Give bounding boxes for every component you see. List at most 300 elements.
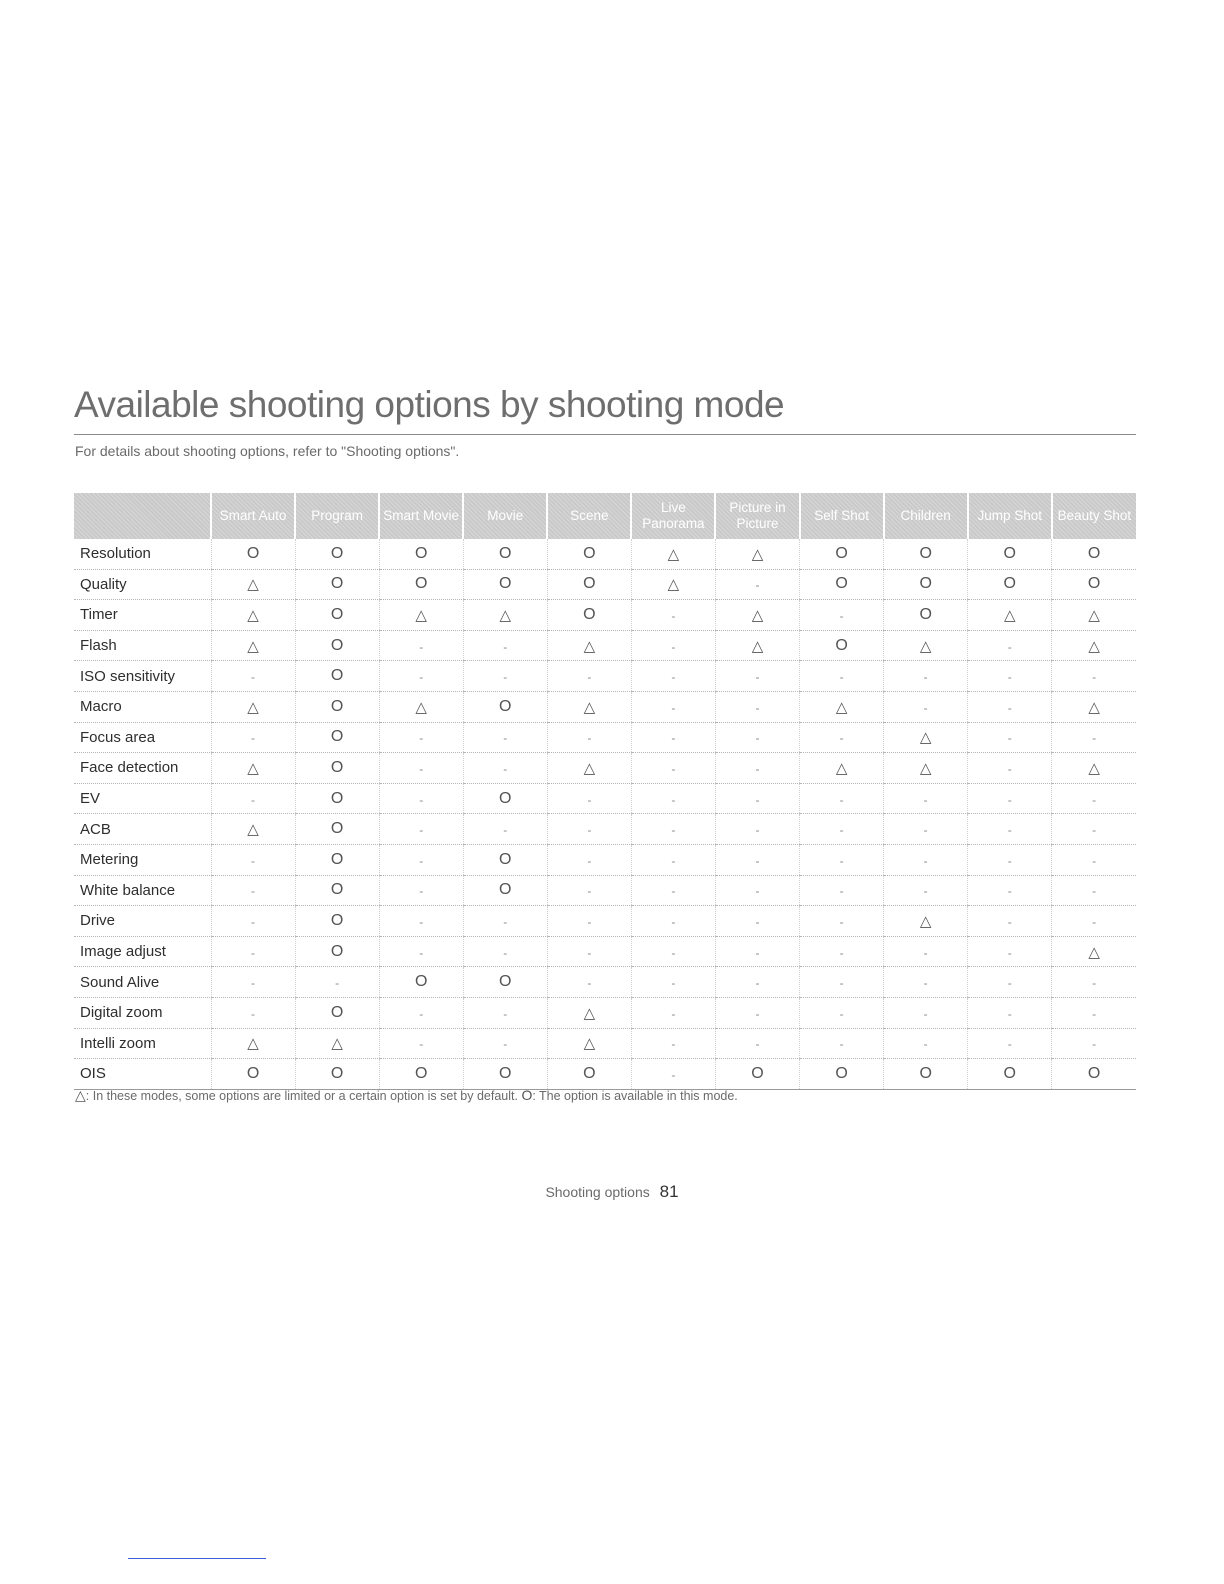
table-row: [74, 997, 1136, 1028]
limited-mark: △: [919, 759, 932, 777]
unavailable-mark: -: [1092, 792, 1097, 807]
table-cell: [715, 539, 799, 569]
unavailable-mark: -: [755, 761, 760, 776]
table-cell: [800, 661, 884, 692]
table-cell: [968, 783, 1052, 814]
table-cell: [295, 814, 379, 845]
table-cell: [211, 936, 295, 967]
unavailable-mark: -: [419, 914, 424, 929]
available-mark: O: [1087, 544, 1101, 562]
unavailable-mark: -: [419, 945, 424, 960]
table-cell: [463, 722, 547, 753]
table-cell: [547, 967, 631, 998]
table-cell: [211, 539, 295, 569]
table-row: [74, 600, 1136, 631]
table-cell: [547, 539, 631, 569]
limited-mark: △: [247, 606, 259, 624]
unavailable-mark: -: [251, 976, 256, 991]
table-cell: [547, 844, 631, 875]
table-cell: [295, 997, 379, 1028]
row-label: Flash: [74, 630, 211, 661]
table-cell: [379, 814, 463, 845]
unavailable-mark: -: [1007, 731, 1012, 746]
unavailable-mark: -: [755, 853, 760, 868]
table-cell: [631, 967, 715, 998]
limited-mark: △: [751, 545, 764, 563]
limited-mark: △: [583, 637, 596, 655]
table-cell: [884, 936, 968, 967]
table-cell: [631, 997, 715, 1028]
table-cell: [631, 753, 715, 784]
available-mark: O: [330, 605, 344, 623]
table-cell: [715, 630, 799, 661]
limited-mark: △: [247, 576, 259, 594]
unavailable-mark: -: [503, 914, 508, 929]
unavailable-mark: -: [419, 639, 424, 654]
unavailable-mark: -: [1092, 823, 1097, 838]
table-cell: [379, 661, 463, 692]
table-cell: [715, 661, 799, 692]
row-label: Resolution: [74, 539, 211, 569]
column-header: Program: [295, 493, 379, 539]
table-cell: [547, 783, 631, 814]
unavailable-mark: -: [251, 853, 256, 868]
table-cell: [379, 539, 463, 569]
unavailable-mark: -: [1092, 670, 1097, 685]
table-cell: [547, 600, 631, 631]
unavailable-mark: -: [671, 1067, 676, 1082]
circle-symbol: O: [521, 1087, 533, 1103]
table-cell: [631, 783, 715, 814]
table-cell: [715, 722, 799, 753]
table-cell: [968, 691, 1052, 722]
legend-note: [75, 1087, 738, 1104]
table-cell: [800, 936, 884, 967]
table-cell: [211, 661, 295, 692]
unavailable-mark: -: [587, 976, 592, 991]
table-cell: [715, 600, 799, 631]
table-cell: [211, 753, 295, 784]
table-cell: [547, 569, 631, 600]
table-row: [74, 814, 1136, 845]
table-cell: [463, 569, 547, 600]
unavailable-mark: -: [755, 1037, 760, 1052]
table-cell: [968, 875, 1052, 906]
limited-mark: △: [919, 729, 932, 747]
unavailable-mark: -: [839, 976, 844, 991]
table-cell: [884, 753, 968, 784]
available-mark: O: [583, 544, 596, 562]
table-cell: [800, 844, 884, 875]
limited-mark: △: [667, 576, 680, 594]
table-cell: [715, 753, 799, 784]
unavailable-mark: -: [671, 761, 676, 776]
available-mark: O: [330, 911, 344, 929]
table-cell: [1052, 1059, 1136, 1090]
table-cell: [884, 1059, 968, 1090]
available-mark: O: [919, 575, 932, 593]
unavailable-mark: -: [923, 700, 928, 715]
unavailable-mark: -: [671, 853, 676, 868]
unavailable-mark: -: [923, 884, 928, 899]
table-cell: [968, 661, 1052, 692]
limited-mark: △: [499, 606, 512, 624]
available-mark: O: [499, 881, 512, 899]
table-cell: [379, 783, 463, 814]
unavailable-mark: -: [755, 1006, 760, 1021]
table-cell: [715, 844, 799, 875]
limited-mark: △: [919, 637, 932, 655]
table-cell: [884, 814, 968, 845]
available-mark: O: [835, 636, 848, 654]
table-cell: [715, 783, 799, 814]
table-row: [74, 844, 1136, 875]
unavailable-mark: -: [1092, 914, 1097, 929]
table-cell: [968, 844, 1052, 875]
table-cell: [800, 1028, 884, 1059]
available-mark: O: [246, 1064, 260, 1082]
table-cell: [715, 997, 799, 1028]
unavailable-mark: -: [419, 670, 424, 685]
available-mark: O: [246, 544, 260, 562]
available-mark: O: [330, 636, 344, 654]
table-cell: [1052, 783, 1136, 814]
unavailable-mark: -: [587, 884, 592, 899]
title-divider: [74, 434, 1136, 435]
unavailable-mark: -: [503, 945, 508, 960]
table-cell: [295, 569, 379, 600]
unavailable-mark: -: [671, 976, 676, 991]
unavailable-mark: -: [1092, 884, 1097, 899]
unavailable-mark: -: [503, 731, 508, 746]
unavailable-mark: -: [671, 945, 676, 960]
table-cell: [884, 569, 968, 600]
table-cell: [1052, 906, 1136, 937]
unavailable-mark: -: [923, 670, 928, 685]
row-label: Focus area: [74, 722, 211, 753]
limited-mark: △: [835, 698, 848, 716]
unavailable-mark: -: [251, 1006, 256, 1021]
available-mark: O: [583, 575, 596, 593]
unavailable-mark: -: [1007, 639, 1012, 654]
table-cell: [1052, 967, 1136, 998]
table-cell: [1052, 875, 1136, 906]
table-row: [74, 936, 1136, 967]
unavailable-mark: -: [503, 1006, 508, 1021]
table-row: [74, 1059, 1136, 1090]
unavailable-mark: -: [923, 945, 928, 960]
unavailable-mark: -: [1092, 853, 1097, 868]
available-mark: O: [330, 850, 344, 868]
table-cell: [884, 722, 968, 753]
table-cell: [884, 691, 968, 722]
unavailable-mark: -: [251, 945, 256, 960]
table-cell: [547, 630, 631, 661]
available-mark: O: [583, 1064, 596, 1082]
table-cell: [800, 997, 884, 1028]
table-cell: [463, 539, 547, 569]
table-cell: [715, 569, 799, 600]
available-mark: O: [919, 1064, 932, 1082]
unavailable-mark: -: [839, 853, 844, 868]
row-label: ISO sensitivity: [74, 661, 211, 692]
unavailable-mark: -: [671, 792, 676, 807]
limited-mark: △: [1088, 943, 1100, 961]
row-label: ACB: [74, 814, 211, 845]
table-cell: [968, 569, 1052, 600]
table-cell: [800, 1059, 884, 1090]
unavailable-mark: -: [839, 884, 844, 899]
unavailable-mark: -: [923, 976, 928, 991]
table-row: [74, 539, 1136, 569]
table-cell: [547, 875, 631, 906]
available-mark: O: [1003, 575, 1016, 593]
shooting-options-table: [74, 493, 1136, 1090]
table-cell: [884, 600, 968, 631]
table-cell: [968, 1028, 1052, 1059]
unavailable-mark: -: [419, 884, 424, 899]
unavailable-mark: -: [1007, 976, 1012, 991]
table-row: [74, 875, 1136, 906]
unavailable-mark: -: [1007, 761, 1012, 776]
unavailable-mark: -: [1092, 1006, 1097, 1021]
unavailable-mark: -: [503, 639, 508, 654]
table-body: [74, 539, 1136, 1089]
table-cell: [295, 600, 379, 631]
table-cell: [968, 1059, 1052, 1090]
table-cell: [884, 539, 968, 569]
table-cell: [463, 691, 547, 722]
unavailable-mark: -: [503, 761, 508, 776]
table-cell: [884, 661, 968, 692]
unavailable-mark: -: [923, 1037, 928, 1052]
table-cell: [631, 600, 715, 631]
unavailable-mark: -: [923, 1006, 928, 1021]
row-label: Drive: [74, 906, 211, 937]
table-cell: [547, 722, 631, 753]
unavailable-mark: -: [839, 1006, 844, 1021]
table-cell: [631, 814, 715, 845]
table-cell: [631, 661, 715, 692]
available-mark: O: [330, 697, 344, 715]
table-cell: [547, 814, 631, 845]
unavailable-mark: -: [503, 1037, 508, 1052]
table-cell: [379, 600, 463, 631]
unavailable-mark: -: [419, 761, 424, 776]
column-header: Beauty Shot: [1052, 493, 1136, 539]
table-cell: [800, 691, 884, 722]
table-cell: [547, 1059, 631, 1090]
table-row: [74, 967, 1136, 998]
row-label: Macro: [74, 691, 211, 722]
table-cell: [211, 630, 295, 661]
unavailable-mark: -: [1007, 945, 1012, 960]
table-cell: [800, 814, 884, 845]
available-mark: O: [330, 789, 344, 807]
table-cell: [968, 539, 1052, 569]
table-cell: [295, 539, 379, 569]
unavailable-mark: -: [839, 914, 844, 929]
table-cell: [463, 997, 547, 1028]
table-cell: [968, 967, 1052, 998]
limited-mark: △: [331, 1035, 343, 1053]
unavailable-mark: -: [923, 853, 928, 868]
available-mark: O: [499, 697, 512, 715]
table-cell: [884, 844, 968, 875]
table-cell: [295, 722, 379, 753]
table-cell: [631, 875, 715, 906]
table-cell: [211, 722, 295, 753]
table-cell: [1052, 753, 1136, 784]
table-cell: [463, 753, 547, 784]
available-mark: O: [1087, 1064, 1101, 1082]
table-cell: [884, 783, 968, 814]
table-cell: [800, 600, 884, 631]
unavailable-mark: -: [671, 731, 676, 746]
unavailable-mark: -: [671, 670, 676, 685]
legend-circle-text: : The option is available in this mode.: [532, 1089, 738, 1103]
available-mark: O: [751, 1064, 764, 1082]
column-header: Live Panorama: [631, 493, 715, 539]
table-cell: [463, 906, 547, 937]
unavailable-mark: -: [755, 792, 760, 807]
table-cell: [547, 691, 631, 722]
row-label: Timer: [74, 600, 211, 631]
unavailable-mark: -: [755, 823, 760, 838]
available-mark: O: [919, 605, 932, 623]
column-header: Children: [884, 493, 968, 539]
unavailable-mark: -: [839, 1037, 844, 1052]
unavailable-mark: -: [671, 1006, 676, 1021]
table-cell: [379, 875, 463, 906]
table-cell: [295, 875, 379, 906]
limited-mark: △: [835, 759, 848, 777]
table-cell: [1052, 997, 1136, 1028]
table-cell: [631, 539, 715, 569]
unavailable-mark: -: [671, 700, 676, 715]
row-label: OIS: [74, 1059, 211, 1090]
unavailable-mark: -: [671, 1037, 676, 1052]
unavailable-mark: -: [251, 884, 256, 899]
row-label: Face detection: [74, 753, 211, 784]
unavailable-mark: -: [419, 1037, 424, 1052]
table-header-row: [74, 493, 1136, 539]
table-cell: [295, 783, 379, 814]
unavailable-mark: -: [587, 823, 592, 838]
unavailable-mark: -: [671, 884, 676, 899]
unavailable-mark: -: [839, 945, 844, 960]
table-cell: [295, 967, 379, 998]
table-cell: [715, 1028, 799, 1059]
table-cell: [463, 936, 547, 967]
unavailable-mark: -: [587, 914, 592, 929]
row-label: Intelli zoom: [74, 1028, 211, 1059]
available-mark: O: [330, 667, 344, 685]
table-cell: [211, 967, 295, 998]
table-cell: [800, 753, 884, 784]
table-cell: [547, 1028, 631, 1059]
column-header: Movie: [463, 493, 547, 539]
unavailable-mark: -: [419, 1006, 424, 1021]
table-cell: [463, 1059, 547, 1090]
table-cell: [631, 569, 715, 600]
unavailable-mark: -: [587, 731, 592, 746]
table-cell: [295, 630, 379, 661]
limited-mark: △: [751, 606, 764, 624]
table-cell: [1052, 722, 1136, 753]
limited-mark: △: [1088, 759, 1100, 777]
unavailable-mark: -: [755, 945, 760, 960]
row-label: White balance: [74, 875, 211, 906]
table-cell: [1052, 814, 1136, 845]
available-mark: O: [835, 1064, 848, 1082]
available-mark: O: [835, 575, 848, 593]
table-row: [74, 783, 1136, 814]
table-cell: [715, 875, 799, 906]
table-row: [74, 661, 1136, 692]
limited-mark: △: [583, 1035, 596, 1053]
table-cell: [800, 875, 884, 906]
table-cell: [884, 997, 968, 1028]
table-cell: [800, 783, 884, 814]
table-cell: [211, 814, 295, 845]
unavailable-mark: -: [251, 914, 256, 929]
unavailable-mark: -: [923, 792, 928, 807]
unavailable-mark: -: [1007, 1006, 1012, 1021]
table-cell: [715, 906, 799, 937]
unavailable-mark: -: [839, 792, 844, 807]
limited-mark: △: [247, 698, 259, 716]
table-cell: [631, 1059, 715, 1090]
unavailable-mark: -: [1007, 670, 1012, 685]
table-cell: [968, 753, 1052, 784]
table-cell: [1052, 600, 1136, 631]
available-mark: O: [330, 881, 344, 899]
table-cell: [800, 906, 884, 937]
available-mark: O: [499, 789, 512, 807]
table-row: [74, 722, 1136, 753]
available-mark: O: [330, 758, 344, 776]
unavailable-mark: -: [251, 731, 256, 746]
limited-mark: △: [919, 912, 932, 930]
table-cell: [968, 630, 1052, 661]
row-label: Image adjust: [74, 936, 211, 967]
unavailable-mark: -: [419, 853, 424, 868]
table-cell: [547, 936, 631, 967]
table-cell: [968, 600, 1052, 631]
table-cell: [379, 844, 463, 875]
unavailable-mark: -: [755, 731, 760, 746]
table-cell: [715, 936, 799, 967]
table-cell: [463, 1028, 547, 1059]
table-cell: [800, 722, 884, 753]
unavailable-mark: -: [923, 823, 928, 838]
table-cell: [547, 997, 631, 1028]
unavailable-mark: -: [671, 608, 676, 623]
limited-mark: △: [247, 821, 259, 839]
table-cell: [715, 967, 799, 998]
limited-mark: △: [667, 545, 680, 563]
column-header: Scene: [547, 493, 631, 539]
table-cell: [1052, 691, 1136, 722]
unavailable-mark: -: [839, 823, 844, 838]
unavailable-mark: -: [419, 731, 424, 746]
triangle-symbol: △: [75, 1087, 86, 1103]
table-cell: [211, 844, 295, 875]
table-cell: [211, 906, 295, 937]
table-cell: [463, 630, 547, 661]
table-row: [74, 1028, 1136, 1059]
